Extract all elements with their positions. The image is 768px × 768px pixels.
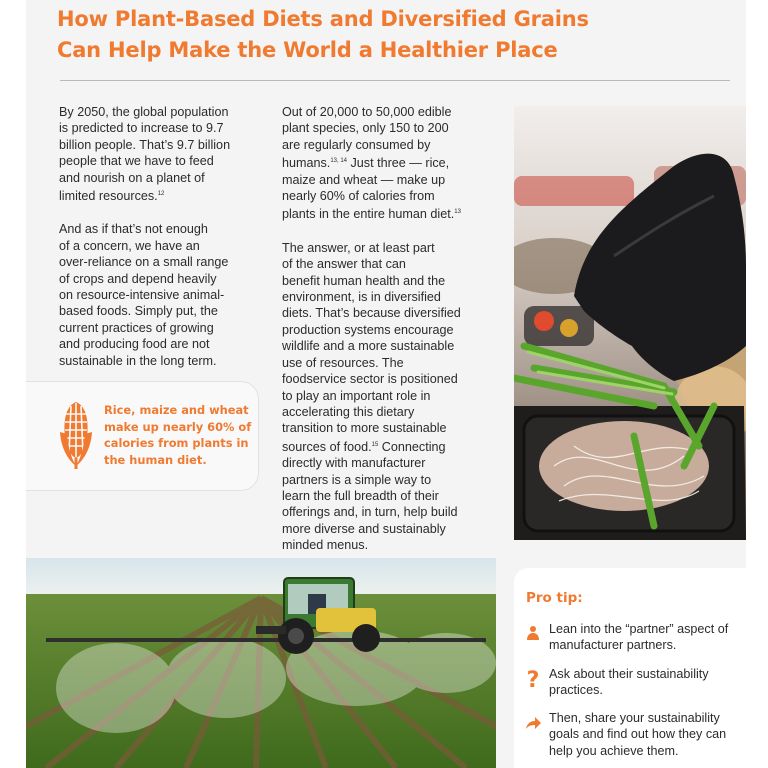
microgreens-photo (514, 106, 746, 540)
footnote-ref: 13 (454, 209, 461, 216)
tractor-field-photo (26, 558, 496, 768)
footnote-ref: 13, 14 (330, 158, 347, 165)
crop-text-a: Out of 20,000 to 50,000 edible plant species, only 150 to 200 are regularly consumed by humans. (282, 105, 452, 171)
tip-item: Lean into the “partner” aspect of manufacturer partners. (549, 622, 729, 653)
answer-paragraph (282, 240, 497, 554)
stat-callout (26, 381, 259, 491)
question-mark-icon (524, 668, 542, 690)
title-divider (60, 80, 730, 81)
share-arrow-icon (524, 714, 542, 732)
answer-text-a: The answer, or at least part of the answer that can benefit human health and the environment, is in diversified diets. That’s because diversified production systems encourage wildlife and a more sustainable use of resources. The foodservice sector is positioned to play an important role in accelerating this dietary transition to more sustainable sources of food. (282, 240, 461, 454)
answer-text-b: Connecting directly with manufacturer partners is a simple way to learn the full breadth of their offerings and, in turn, help build more diverse and sustainably minded menus. (282, 439, 458, 553)
crop-diversity-paragraph (282, 104, 497, 223)
crop-text-b: Just three — rice, maize and wheat — make up nearly 60% of calories from plants in the entire human diet. (282, 156, 455, 222)
footnote-ref: 12 (157, 191, 165, 198)
footnote-ref: 15 (371, 441, 379, 448)
svg-text:?: ? (526, 668, 540, 690)
concern-paragraph: And as if that’s not enough of a concern, we have an over-reliance on a small range of crops and depend heavily on resource-intensive animal- based foods. Simply put, the current practices of growing and producing food are not sustainable in the long term. (59, 222, 229, 368)
page-title (57, 4, 717, 66)
text-column-right (282, 104, 497, 571)
title-line-2: Can Help Make the World a Healthier Place (57, 38, 558, 62)
handshake-icon (524, 624, 542, 642)
text-column-left (59, 104, 264, 386)
title-line-1: How Plant-Based Diets and Diversified Grains (57, 7, 589, 31)
page (26, 0, 746, 768)
intro-paragraph (59, 104, 264, 204)
callout-text: Rice, maize and wheat make up nearly 60% of calories from plants in the human diet. (104, 403, 252, 467)
pro-tip-panel (514, 568, 746, 768)
tip-item: Then, share your sustainability goals and find out how they can help you achieve them. (549, 711, 727, 758)
tip-item: Ask about their sustainability practices. (549, 667, 709, 698)
corn-icon (58, 398, 94, 470)
pro-tip-title: Pro tip: (526, 590, 583, 606)
intro-text: By 2050, the global population is predicted to increase to 9.7 billion people. That’s 9.7 billion people that we have to feed and nourish on a planet of limited resources. (59, 105, 231, 204)
